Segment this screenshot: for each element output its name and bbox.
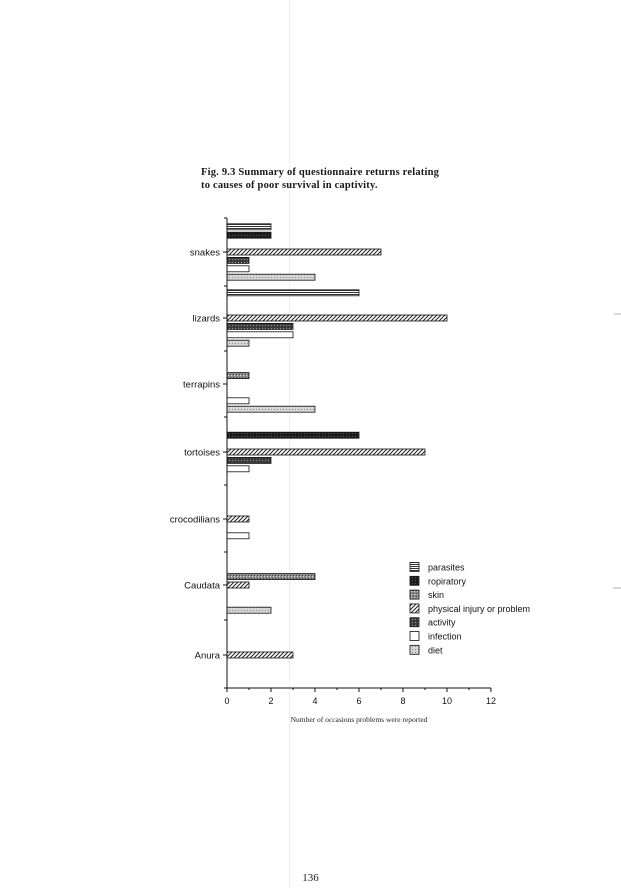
bar [227, 290, 359, 296]
bar [227, 533, 249, 539]
bar [227, 652, 293, 658]
legend-label: infection [428, 631, 462, 642]
caption-line-2: to causes of poor survival in captivity. [201, 180, 378, 191]
bar [227, 449, 425, 455]
bar [227, 332, 293, 338]
y-tick-label: snakes [189, 247, 220, 259]
x-tick-label: 6 [356, 696, 362, 706]
bar [227, 457, 271, 463]
y-tick-label: terrapins [183, 379, 220, 391]
legend-label: skin [428, 590, 445, 601]
bar [227, 466, 249, 472]
bar [227, 373, 249, 379]
legend-label: parasites [428, 562, 465, 573]
x-tick-label: 0 [224, 696, 230, 706]
legend-swatch [410, 590, 419, 599]
x-axis-label: Number of occasions problems were reported [290, 715, 428, 724]
bar [227, 249, 381, 255]
bar [227, 432, 359, 438]
y-tick-label: Anura [194, 650, 220, 662]
legend-label: activity [428, 617, 456, 628]
bar [227, 315, 447, 321]
bar [227, 607, 271, 613]
y-tick-label: tortoises [184, 447, 220, 459]
y-tick-label: Caudata [184, 580, 220, 592]
legend-swatch [410, 618, 419, 627]
bar [227, 257, 249, 263]
legend-label: diet [428, 645, 443, 656]
bar [227, 266, 249, 272]
bar [227, 398, 249, 404]
bar [227, 574, 315, 580]
x-tick-label: 12 [485, 696, 497, 706]
legend-label: physical injury or problem [428, 603, 531, 614]
legend-label: ropiratory [428, 576, 467, 587]
bar [227, 582, 249, 588]
x-tick-label: 4 [312, 696, 318, 706]
legend-swatch [410, 632, 419, 641]
legend [410, 563, 530, 656]
bar [227, 323, 293, 329]
x-tick-label: 10 [441, 696, 453, 706]
bar [227, 340, 249, 346]
x-tick-label: 8 [400, 696, 406, 706]
bar [227, 274, 315, 280]
x-tick-label: 2 [268, 696, 274, 706]
legend-swatch [410, 604, 419, 613]
caption-line-1: Fig. 9.3 Summary of questionnaire returns relating [201, 167, 440, 178]
bar [227, 516, 249, 522]
legend-swatch [410, 576, 419, 585]
bar [227, 406, 315, 412]
bar [227, 224, 271, 230]
legend-swatch [410, 563, 419, 572]
page-number: 136 [302, 872, 319, 884]
y-tick-label: crocodilians [169, 514, 220, 526]
legend-swatch [410, 645, 419, 654]
bar [227, 232, 271, 238]
y-tick-label: lizards [192, 313, 220, 325]
